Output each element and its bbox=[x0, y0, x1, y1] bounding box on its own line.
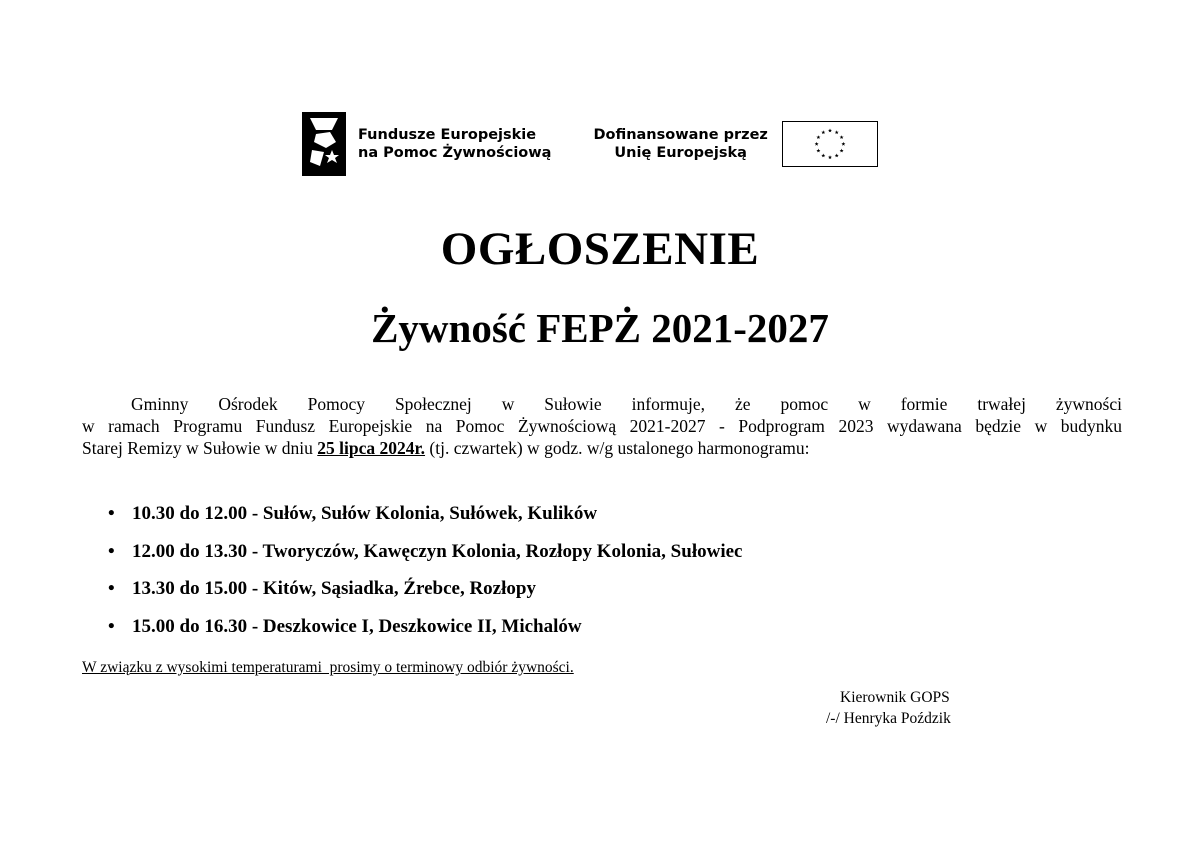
eu-star-icon bbox=[816, 135, 820, 139]
eu-star-icon bbox=[816, 149, 820, 153]
signature-role: Kierownik GOPS bbox=[840, 689, 950, 706]
eu-star-icon bbox=[835, 153, 839, 157]
body-line-1: Gminny Ośrodek Pomocy Społecznej w Sułowie informuje, że pomoc w formie trwałej żywności bbox=[131, 394, 1122, 414]
bullet: • bbox=[108, 615, 115, 637]
page-title: OGŁOSZENIE bbox=[440, 223, 760, 275]
distribution-date: 25 lipca 2024r. bbox=[317, 438, 426, 458]
schedule-item bbox=[108, 541, 742, 579]
signature-name: /-/ Henryka Poździk bbox=[826, 710, 951, 727]
bullet: • bbox=[108, 503, 115, 524]
eu-star-icon bbox=[828, 129, 832, 133]
eu-star-icon bbox=[839, 135, 843, 139]
schedule-item bbox=[108, 503, 742, 541]
fepz-logo-text bbox=[358, 126, 551, 162]
schedule-item-text: 10.30 do 12.00 - Sułów, Sułów Kolonia, Sułówek, Kulików bbox=[132, 503, 598, 524]
body-line-3-start: Starej Remizy w Sułowie w dniu bbox=[82, 438, 318, 458]
fepz-line2: na Pomoc Żywnościową bbox=[358, 145, 552, 161]
schedule-item bbox=[108, 616, 742, 654]
bullet: • bbox=[108, 578, 115, 599]
eu-line1: Dofinansowane przez bbox=[593, 127, 768, 143]
eu-star-icon bbox=[841, 142, 845, 146]
eu-star-icon bbox=[821, 130, 825, 134]
schedule-item-text: 15.00 do 16.30 - Deszkowice I, Deszkowice II, Michalów bbox=[132, 615, 582, 637]
bullet: • bbox=[108, 540, 115, 562]
logo-bar bbox=[302, 112, 878, 176]
page-subtitle: Żywność FEPŻ 2021-2027 bbox=[371, 305, 829, 351]
fepz-line1: Fundusze Europejskie bbox=[358, 127, 537, 143]
eu-flag-icon bbox=[782, 121, 878, 167]
schedule-item bbox=[108, 578, 742, 616]
signature-block bbox=[826, 687, 951, 729]
body-line-3 bbox=[82, 437, 1122, 459]
eu-star-icon bbox=[821, 153, 825, 157]
schedule-item-text: 12.00 do 13.30 - Tworyczów, Kawęczyn Kolonia, Rozłopy Kolonia, Sułowiec bbox=[132, 540, 743, 562]
eu-line2: Unię Europejską bbox=[614, 145, 747, 161]
heat-notice: W związku z wysokimi temperaturami prosimy o terminowy odbiór żywności. bbox=[82, 659, 574, 676]
announcement-body bbox=[82, 393, 1122, 459]
eu-star-icon bbox=[814, 142, 818, 146]
eu-cofinancing-text bbox=[593, 126, 767, 162]
eu-star-icon bbox=[835, 130, 839, 134]
schedule-item-text: 13.30 do 15.00 - Kitów, Sąsiadka, Źrebce, Rozłopy bbox=[132, 578, 536, 599]
body-line-3-end: (tj. czwartek) w godz. w/g ustalonego harmonogramu: bbox=[425, 438, 810, 458]
fepz-logo-icon bbox=[302, 112, 346, 176]
body-line-2: w ramach Programu Fundusz Europejskie na Pomoc Żywnościową 2021-2027 - Podprogram 2023 wydawana będzie w budynku bbox=[82, 416, 1122, 436]
eu-star-icon bbox=[828, 155, 832, 159]
schedule-list bbox=[108, 503, 742, 653]
eu-star-icon bbox=[839, 149, 843, 153]
